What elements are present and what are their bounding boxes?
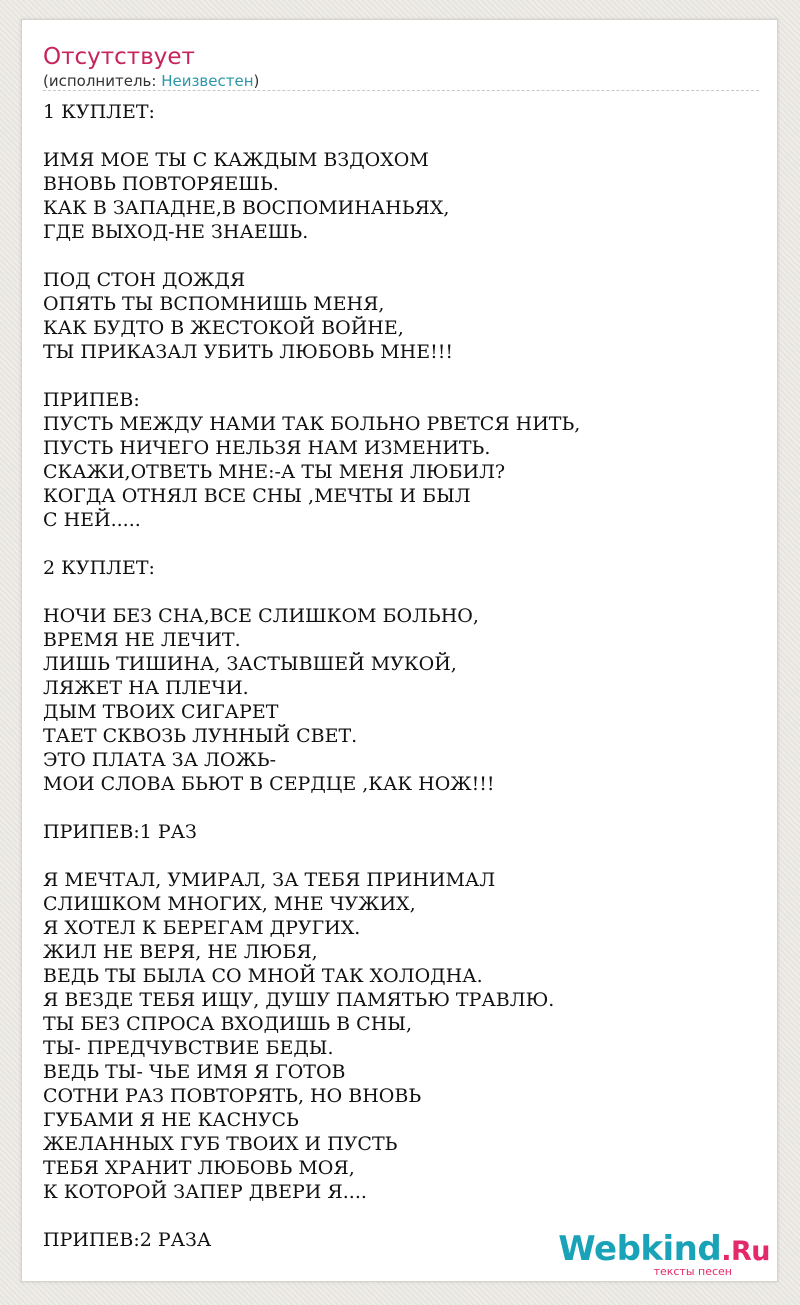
lyric-line: СОТНИ РАЗ ПОВТОРЯТЬ, НО ВНОВЬ	[43, 1085, 422, 1107]
lyrics-card	[21, 19, 778, 1282]
lyric-line: КОГДА ОТНЯЛ ВСЕ СНЫ ,МЕЧТЫ И БЫЛ	[43, 485, 471, 507]
lyric-line: ВНОВЬ ПОВТОРЯЕШЬ.	[43, 173, 279, 195]
lyric-line: ВРЕМЯ НЕ ЛЕЧИТ.	[43, 629, 241, 651]
header-divider	[43, 90, 759, 91]
artist-link[interactable]: Неизвестен	[161, 72, 254, 90]
lyric-line: Я ВЕЗДЕ ТЕБЯ ИЩУ, ДУШУ ПАМЯТЬЮ ТРАВЛЮ.	[43, 989, 555, 1011]
lyric-line: ТЫ БЕЗ СПРОСА ВХОДИШЬ В СНЫ,	[43, 1013, 412, 1035]
logo-tld: .Ru	[721, 1236, 770, 1267]
lyric-line: ПРИПЕВ:2 РАЗА	[43, 1229, 212, 1251]
artist-line	[43, 71, 259, 91]
lyric-line: ЖИЛ НЕ ВЕРЯ, НЕ ЛЮБЯ,	[43, 941, 318, 963]
lyric-line: ПОД СТОН ДОЖДЯ	[43, 269, 246, 291]
lyric-blank-line	[43, 532, 580, 556]
lyric-line: ГДЕ ВЫХОД-НЕ ЗНАЕШЬ.	[43, 221, 309, 243]
lyric-blank-line	[43, 844, 580, 868]
lyric-line: КАК БУДТО В ЖЕСТОКОЙ ВОЙНЕ,	[43, 317, 404, 339]
lyric-line: СКАЖИ,ОТВЕТЬ МНЕ:-А ТЫ МЕНЯ ЛЮБИЛ?	[43, 461, 506, 483]
lyric-blank-line	[43, 1204, 580, 1228]
lyric-line: Я МЕЧТАЛ, УМИРАЛ, ЗА ТЕБЯ ПРИНИМАЛ	[43, 869, 496, 891]
lyrics-body	[43, 100, 580, 1252]
lyric-line: ТЫ ПРИКАЗАЛ УБИТЬ ЛЮБОВЬ МНЕ!!!	[43, 341, 453, 363]
lyric-line: ТЫ- ПРЕДЧУВСТВИЕ БЕДЫ.	[43, 1037, 334, 1059]
lyric-line: ПУСТЬ МЕЖДУ НАМИ ТАК БОЛЬНО РВЕТСЯ НИТЬ,	[43, 413, 581, 435]
lyric-line: 1 КУПЛЕТ:	[43, 101, 155, 123]
lyric-line: ПРИПЕВ:1 РАЗ	[43, 821, 197, 843]
site-logo[interactable]	[558, 1229, 770, 1278]
song-title: Отсутствует	[43, 44, 195, 70]
lyric-line: НОЧИ БЕЗ СНА,ВСЕ СЛИШКОМ БОЛЬНО,	[43, 605, 479, 627]
lyric-line: ВЕДЬ ТЫ БЫЛА СО МНОЙ ТАК ХОЛОДНА.	[43, 965, 483, 987]
lyric-line: С НЕЙ.....	[43, 509, 141, 531]
lyric-line: ПРИПЕВ:	[43, 389, 140, 411]
artist-suffix: )	[253, 72, 260, 90]
lyric-line: ВЕДЬ ТЫ- ЧЬЕ ИМЯ Я ГОТОВ	[43, 1061, 346, 1083]
lyric-line: 2 КУПЛЕТ:	[43, 557, 155, 579]
lyric-line: ЛИШЬ ТИШИНА, ЗАСТЫВШЕЙ МУКОЙ,	[43, 653, 457, 675]
lyric-line: ЛЯЖЕТ НА ПЛЕЧИ.	[43, 677, 249, 699]
lyric-line: ТЕБЯ ХРАНИТ ЛЮБОВЬ МОЯ,	[43, 1157, 355, 1179]
lyric-line: ИМЯ МОЕ ТЫ С КАЖДЫМ ВЗДОХОМ	[43, 149, 429, 171]
logo-wordmark	[558, 1229, 770, 1269]
lyric-blank-line	[43, 244, 580, 268]
lyric-line: ДЫМ ТВОИХ СИГАРЕТ	[43, 701, 279, 723]
lyric-line: ТАЕТ СКВОЗЬ ЛУННЫЙ СВЕТ.	[43, 725, 358, 747]
lyric-line: СЛИШКОМ МНОГИХ, МНЕ ЧУЖИХ,	[43, 893, 416, 915]
lyric-blank-line	[43, 580, 580, 604]
lyric-line: ПУСТЬ НИЧЕГО НЕЛЬЗЯ НАМ ИЗМЕНИТЬ.	[43, 437, 491, 459]
lyric-line: ЖЕЛАННЫХ ГУБ ТВОИХ И ПУСТЬ	[43, 1133, 398, 1155]
artist-prefix: (исполнитель:	[43, 72, 162, 90]
lyric-line: ОПЯТЬ ТЫ ВСПОМНИШЬ МЕНЯ,	[43, 293, 385, 315]
logo-main-text: Webkind	[558, 1229, 722, 1269]
logo-tagline: тексты песен	[653, 1265, 732, 1278]
lyric-blank-line	[43, 364, 580, 388]
lyric-line: Я ХОТЕЛ К БЕРЕГАМ ДРУГИХ.	[43, 917, 361, 939]
lyric-blank-line	[43, 796, 580, 820]
lyric-line: ЭТО ПЛАТА ЗА ЛОЖЬ-	[43, 749, 277, 771]
lyric-line: К КОТОРОЙ ЗАПЕР ДВЕРИ Я....	[43, 1181, 367, 1203]
lyric-line: КАК В ЗАПАДНЕ,В ВОСПОМИНАНЬЯХ,	[43, 197, 450, 219]
lyric-line: МОИ СЛОВА БЬЮТ В СЕРДЦЕ ,КАК НОЖ!!!	[43, 773, 495, 795]
lyric-blank-line	[43, 124, 580, 148]
lyric-line: ГУБАМИ Я НЕ КАСНУСЬ	[43, 1109, 299, 1131]
